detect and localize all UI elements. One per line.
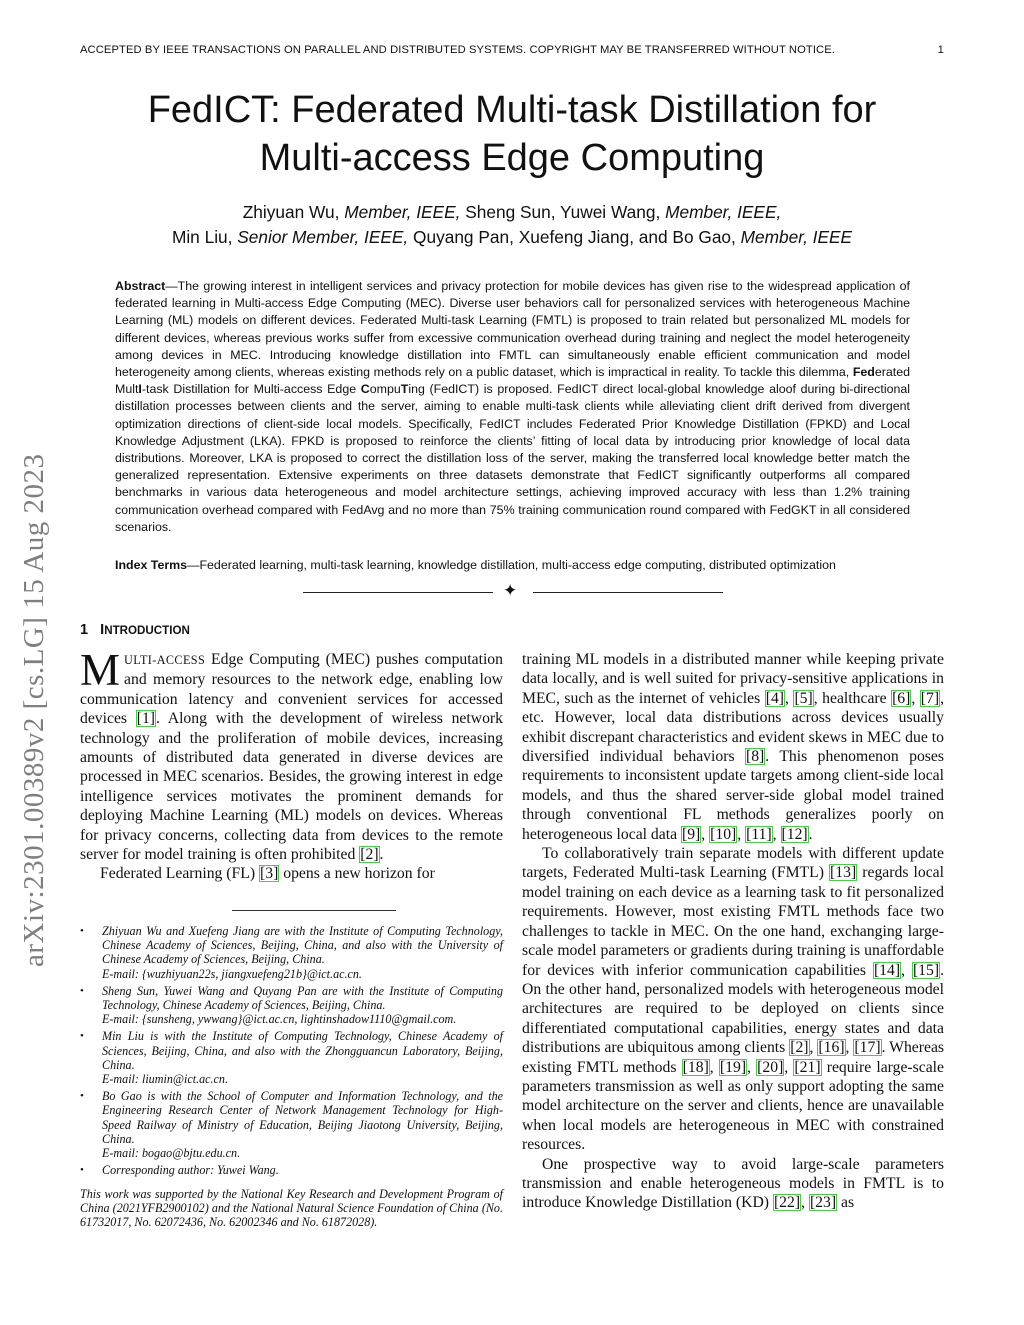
- author-line-2: [60, 225, 964, 250]
- body-text: training ML models in a distributed manner while keeping private data locally, and is well suited for privacy-sensitive applications in MEC, such as the internet of vehicles: [522, 651, 944, 707]
- affiliation-footnotes: [80, 924, 503, 1180]
- citation-link[interactable]: [15]: [912, 961, 940, 979]
- footnote-item: [80, 924, 503, 981]
- body-text: , healthcare: [813, 689, 892, 707]
- author-list: [60, 200, 964, 250]
- citation-link[interactable]: [3]: [260, 865, 279, 883]
- body-text: ,: [801, 1194, 809, 1212]
- citation-link[interactable]: [17]: [854, 1039, 881, 1057]
- citation-link[interactable]: [12]: [781, 825, 808, 843]
- footnote-text: Min Liu is with the Institute of Computing Technology, Chinese Academy of Sciences, Beijing, China, and also with the Zhongguancun Laboratory, Beijing, China.: [102, 1029, 503, 1072]
- arxiv-stamp: arXiv:2301.00389v2 [cs.LG] 15 Aug 2023: [18, 453, 50, 967]
- body-text: ,: [709, 1058, 719, 1076]
- body-text: Federated Learning (FL): [100, 865, 259, 883]
- section-heading: [80, 622, 190, 638]
- body-text: .: [808, 825, 813, 843]
- citation-link[interactable]: [21]: [794, 1058, 821, 1076]
- acronym-letter: I: [138, 382, 142, 397]
- body-text: ,: [784, 1058, 794, 1076]
- citation-link[interactable]: [1]: [136, 710, 156, 728]
- abstract-text: ompu: [369, 382, 401, 397]
- paragraph: [80, 645, 503, 864]
- footnote-email: E-mail: {sunsheng, ywwang}@ict.ac.cn, lightinshadow1110@gmail.com.: [102, 1012, 457, 1027]
- dropcap: M: [80, 645, 121, 695]
- section-title: NTRODUCTION: [104, 624, 190, 637]
- citation-link[interactable]: [11]: [746, 825, 772, 843]
- body-text: ,: [809, 1039, 818, 1057]
- author-names: Zhiyuan Wu,: [242, 202, 345, 222]
- body-text: .: [379, 846, 384, 864]
- body-text: To collaboratively train separate models with different update targets, Federated Multi-task Learning (FMTL): [522, 845, 944, 882]
- citation-link[interactable]: [18]: [682, 1058, 709, 1076]
- left-column: [80, 645, 503, 884]
- body-text: ,: [737, 825, 746, 843]
- citation-link[interactable]: [7]: [920, 689, 940, 707]
- body-text: ,: [845, 1039, 854, 1057]
- citation-link[interactable]: [13]: [830, 864, 857, 882]
- body-text: Edge Computing (MEC) pushes computation and memory resources to the network edge, enabling low communication latency and convenient services for accessed devices: [80, 651, 503, 728]
- footnote-email: E-mail: liumin@ict.ac.cn.: [102, 1072, 228, 1087]
- footnote-text: Sheng Sun, Yuwei Wang and Quyang Pan are with the Institute of Computing Technology, Chinese Academy of Sciences, Beijing, China.: [102, 983, 503, 1013]
- paragraph: [80, 864, 503, 883]
- abstract-text: erated Mult: [115, 365, 910, 397]
- body-text: ,: [785, 689, 794, 707]
- title-line-1: FedICT: Federated Multi-task Distillation for: [147, 89, 877, 131]
- title-line-2: Multi-access Edge Computing: [259, 137, 765, 179]
- section-number: 1: [80, 622, 89, 638]
- abstract: [115, 278, 910, 536]
- author-role: Member, IEEE: [740, 227, 853, 247]
- abstract-label: Abstract: [115, 279, 166, 293]
- body-text: . Whereas existing FMTL methods: [522, 1039, 945, 1076]
- body-text: One prospective way to avoid large-scale parameters transmission and enable heterogeneous models in FMTL is to introduce Knowledge Distillation (KD): [522, 1155, 944, 1212]
- abstract-text: —The growing interest in intelligent services and privacy protection for mobile devices has given rise to the widespread application of federated learning in Multi-access Edge Computing (MEC). Diverse user behaviors call for personalized services with heterogeneous Machine Learning (ML) models on different devices. Federated Multi-task Learning (FMTL) is proposed to train related but personalized ML models for different devices, whereas previous works suffer from excessive communication overhead during training and neglect the model heterogeneity among devices in MEC. Introducing knowledge distillation into FMTL can simultaneously enable efficient communication and model heterogeneity among clients, whereas existing methods rely on a public dataset, which is impractical in reality. To tackle this dilemma,: [115, 279, 910, 380]
- body-text: ,: [747, 1058, 757, 1076]
- body-text: require large-scale parameters transmission as well as only support adopting the same model architecture on the server and clients, hence are unavailable when local models are heterogeneous in MEC with constrained resources.: [522, 1058, 944, 1154]
- author-names: Sheng Sun, Yuwei Wang,: [460, 202, 666, 222]
- body-text: , etc. However, local data distributions across devices usually exhibit discrepant characteristics and evident skews in MEC due to diversified individual behaviors: [522, 689, 945, 766]
- paragraph: [522, 1155, 944, 1213]
- separator-line-right: [533, 592, 723, 593]
- footnote-text: Zhiyuan Wu and Xuefeng Jiang are with the Institute of Computing Technology, Chinese Academy of Sciences, Beijing, China, and also with the University of Chinese Academy of Sciences, Beijing, China.: [102, 924, 503, 967]
- body-text: ,: [772, 825, 781, 843]
- right-column: [522, 650, 944, 1213]
- body-text: . Along with the development of wireless network technology and the proliferation of mobile devices, increasing amounts of distributed data generated in diverse devices are processed in MEC scenarios. Besides, the growing interest in edge intelligence services motivates the prominent demands for deploying Machine Learning (ML) models on devices. Whereas for privacy concerns, collecting data from devices to the remote server for model training is often prohibited: [80, 710, 503, 864]
- body-text: opens a new horizon for: [279, 865, 435, 883]
- acronym-letter: Fed: [852, 365, 875, 380]
- body-text: as: [837, 1194, 855, 1212]
- citation-link[interactable]: [2]: [360, 846, 379, 864]
- citation-link[interactable]: [20]: [757, 1058, 784, 1076]
- citation-link[interactable]: [2]: [790, 1039, 809, 1057]
- bullet-icon: •: [80, 984, 84, 997]
- index-terms-label: Index Terms: [115, 558, 188, 572]
- author-role: Member, IEEE,: [665, 202, 782, 222]
- paper-title: [60, 86, 964, 182]
- citation-link[interactable]: [6]: [892, 689, 911, 707]
- author-line-1: [60, 200, 964, 225]
- page-number: 1: [937, 44, 944, 56]
- footnote-text: Bo Gao is with the School of Computer and Information Technology, and the Engineering Research Center of Network Management Technology for High-Speed Railway of Ministry of Education, Beijing Jiaotong University, Beijing, China.: [102, 1089, 503, 1146]
- bullet-icon: •: [80, 1090, 84, 1103]
- citation-link[interactable]: [9]: [681, 825, 701, 843]
- citation-link[interactable]: [4]: [765, 689, 785, 707]
- index-terms: [115, 557, 910, 574]
- author-names: Min Liu,: [171, 227, 238, 247]
- bullet-icon: •: [80, 925, 84, 937]
- body-text: . This phenomenon poses requirements to inconsistent update targets among client-side local models, and thus the shared server-side global model trained through conventional FL methods generalizes poorly on heterogeneous local data: [522, 748, 944, 843]
- separator-diamond-icon: ✦: [503, 581, 518, 600]
- abstract-text: -task Distillation for Multi-access Edge: [141, 382, 361, 397]
- section-title: I: [100, 622, 105, 638]
- paragraph: [522, 650, 944, 844]
- footnote-item: [80, 1029, 503, 1086]
- separator-line-left: [303, 592, 493, 593]
- section-separator: [303, 583, 723, 601]
- smallcaps-text: ULTI-ACCESS: [124, 653, 206, 667]
- footnote-rule: [232, 910, 396, 911]
- citation-link[interactable]: [5]: [794, 689, 813, 707]
- body-text: ,: [901, 961, 912, 979]
- acronym-letter: T: [400, 382, 409, 397]
- citation-link[interactable]: [14]: [873, 961, 901, 979]
- abstract-text: ing (FedICT) is proposed. FedICT direct local-global knowledge aloof during bi-directional distillation processes between clients and the server, aiming to enable multi-task clients while alleviating client drift derived from divergent optimization directions of client-side local models. Specifically, FedICT includes Federated Prior Knowledge Distillation (FPKD) and Local Knowledge Adjustment (LKA). FPKD is proposed to reinforce the clients’ fitting of local data by introducing prior knowledge of local data distributions. Moreover, LKA is proposed to correct the distillation loss of the server, making the transferred local knowledge better match the generalized representation. Extensive experiments on three datasets demonstrate that FedICT significantly outperforms all compared benchmarks in various data heterogeneous and model architecture settings, achieving improved accuracy with less than 1.2% training communication overhead compared with FedAvg and no more than 75% training communication round compared with FedGKT in all considered scenarios.: [115, 382, 911, 534]
- citation-link[interactable]: [22]: [773, 1194, 801, 1212]
- acronym-letter: C: [360, 382, 370, 397]
- footnote-text: Corresponding author: Yuwei Wang.: [102, 1163, 279, 1178]
- footnote-email: E-mail: bogao@bjtu.edu.cn.: [102, 1146, 241, 1161]
- running-head-text: ACCEPTED BY IEEE TRANSACTIONS ON PARALLEL AND DISTRIBUTED SYSTEMS. COPYRIGHT MAY BE TRANSFERRED WITHOUT NOTICE.: [80, 44, 835, 56]
- author-names: Quyang Pan, Xuefeng Jiang, and Bo Gao,: [408, 227, 741, 247]
- body-text: ,: [911, 689, 920, 707]
- footnote-item: [80, 1089, 503, 1160]
- citation-link[interactable]: [10]: [710, 825, 737, 843]
- body-text: . On the other hand, personalized models with heterogeneous model architectures are required to be deployed on clients since differentiated computational capabilities, energy states and data distributions are ubiquitous among clients: [522, 961, 945, 1057]
- footnote-item: [80, 984, 503, 1027]
- author-role: Senior Member, IEEE,: [237, 227, 409, 247]
- paragraph: [522, 844, 944, 1155]
- citation-link[interactable]: [8]: [745, 748, 765, 766]
- running-head: [80, 44, 944, 56]
- footnote-item: [80, 1163, 503, 1177]
- body-text: regards local model training on each device as a learning task to fit personalized requirements. However, most existing FMTL methods face two challenges to tackle in MEC. On the one hand, exchanging large-scale model parameters or gradients during training is unaffordable for devices with inferior communication capabilities: [522, 864, 945, 979]
- bullet-icon: •: [80, 1164, 84, 1177]
- bullet-icon: •: [80, 1030, 84, 1043]
- author-role: Member, IEEE,: [344, 202, 461, 222]
- index-terms-text: —Federated learning, multi-task learning, knowledge distillation, multi-access edge computing, distributed optimization: [187, 558, 836, 572]
- citation-link[interactable]: [23]: [809, 1194, 837, 1212]
- footnote-email: E-mail: {wuzhiyuan22s, jiangxuefeng21b}@ict.ac.cn.: [102, 966, 362, 981]
- citation-link[interactable]: [19]: [719, 1058, 747, 1076]
- body-text: ,: [701, 825, 710, 843]
- citation-link[interactable]: [16]: [818, 1039, 845, 1057]
- funding-note: This work was supported by the National Key Research and Development Program of China (2021YFB2900102) and the National Natural Science Foundation of China (No. 61732017, No. 62072436, No. 62002346 and No. 61872028).: [80, 1187, 503, 1230]
